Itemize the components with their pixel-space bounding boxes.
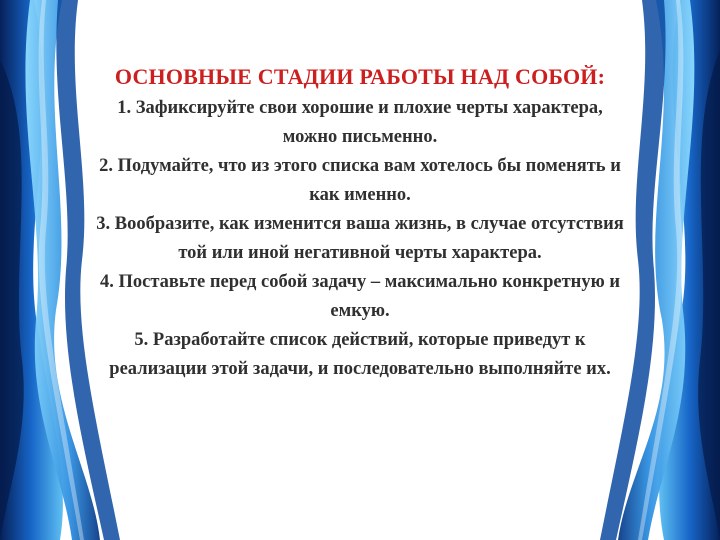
list-item-4: 4. Поставьте перед собой задачу – максимально конкретную и емкую. [99, 272, 621, 321]
list-item-1: 1. Зафиксируйте свои хорошие и плохие черты характера, можно письменно. [117, 98, 603, 147]
slide-title: ОСНОВНЫЕ СТАДИИ РАБОТЫ НАД СОБОЙ: [114, 64, 606, 89]
list-item-5: 5. Разработайте список действий, которые приведут к реализации этой задачи, и последовательно выполняйте их. [109, 330, 611, 379]
slide-content [92, 62, 628, 384]
list-item-3: 3. Вообразите, как изменится ваша жизнь, в случае отсутствия той или иной негативной черты характера. [96, 214, 624, 263]
list-item-2: 2. Подумайте, что из этого списка вам хотелось бы поменять и как именно. [99, 156, 621, 205]
